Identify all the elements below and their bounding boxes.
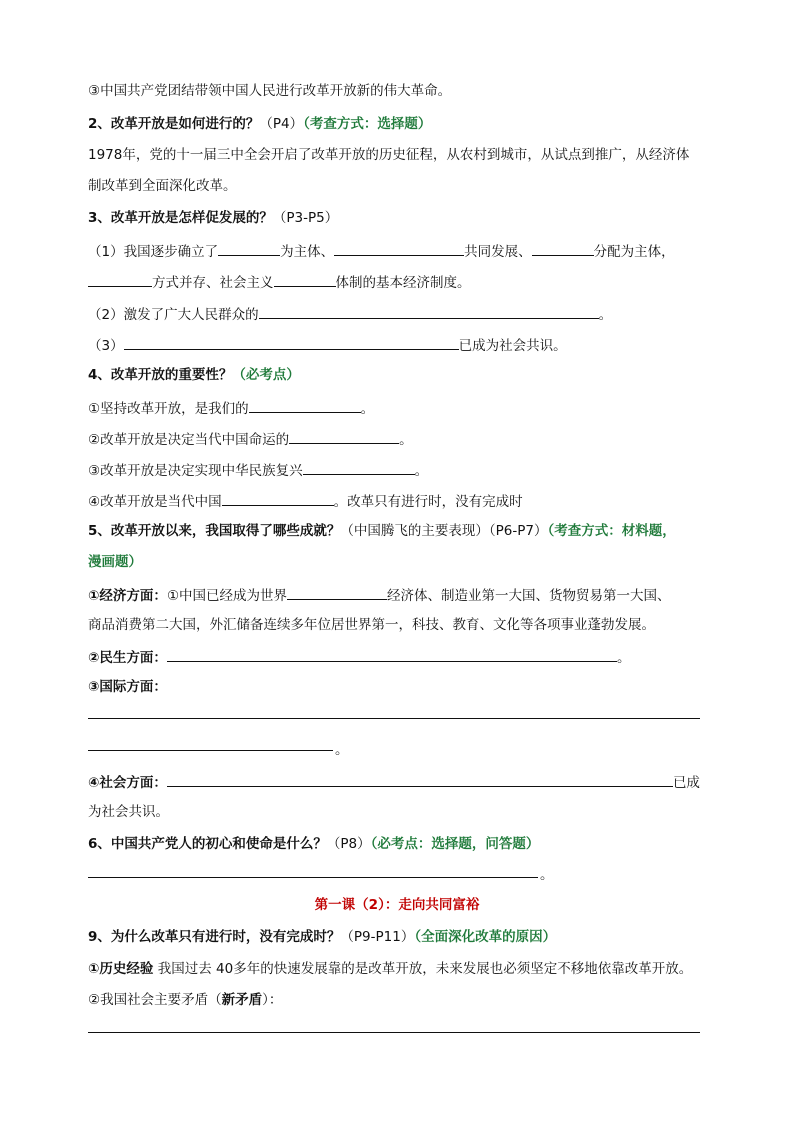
question-title: 2、改革开放是如何进行的？	[88, 116, 260, 132]
fill-line	[88, 460, 428, 480]
exam-tag: （考查方式：选择题）	[303, 116, 432, 132]
blank	[287, 585, 387, 600]
page-ref: （P3-P5）	[272, 210, 339, 226]
fill-line	[88, 647, 630, 667]
answer-rule	[88, 1032, 700, 1033]
blank	[334, 241, 464, 256]
fill-line	[88, 585, 671, 605]
fill-line	[88, 272, 471, 292]
answer-line	[88, 177, 237, 195]
label: ④社会方面：	[88, 775, 167, 791]
answer-rule	[88, 718, 700, 719]
fill-line	[88, 304, 612, 324]
answer-line	[88, 960, 692, 978]
fill-line	[88, 241, 675, 261]
question-title: 6、中国共产党人的初心和使命是什么？	[88, 836, 327, 852]
exam-tag: （全面深化改革的原因）	[414, 929, 557, 945]
text: 经济体、制造业第一大国、货物贸易第一大国、	[387, 588, 671, 604]
question-4	[88, 366, 300, 384]
text: ①中国已经成为世界	[166, 588, 288, 604]
fill-line	[88, 335, 567, 355]
question-title: 5、改革开放以来，我国取得了哪些成就？	[88, 523, 341, 539]
answer-line	[88, 803, 169, 821]
label: ①历史经验	[88, 961, 154, 977]
answer-text: 1978年，党的十一届三中全会开启了改革开放的历史征程，从农村到城市，从试点到推广，从经济体	[88, 147, 690, 163]
blank	[218, 241, 280, 256]
fill-line	[88, 491, 523, 511]
text: 。改革只有进行时，没有完成时	[333, 494, 523, 510]
text: 方式并存、社会主义	[152, 275, 274, 291]
text: 。	[399, 432, 413, 448]
text: 分配为主体，	[593, 244, 675, 260]
text: 商品消费第二大国，外汇储备连续多年位居世界第一，科技、教育、文化等各项事业蓬勃发展。	[88, 617, 655, 633]
answer-line	[88, 146, 689, 164]
blank	[274, 272, 336, 287]
text: 。	[335, 742, 349, 758]
text-line	[88, 82, 451, 100]
text: 新矛盾	[221, 992, 263, 1008]
period	[540, 866, 554, 884]
blank	[167, 772, 673, 787]
question-6	[88, 835, 539, 853]
exam-tag: 漫画题）	[88, 554, 142, 570]
section-heading	[0, 896, 794, 914]
page-ref: （P8）	[326, 836, 371, 852]
text: ②改革开放是决定当代中国命运的	[88, 432, 290, 448]
blank	[88, 272, 152, 287]
text: ）：	[262, 992, 283, 1008]
question-title: 9、为什么改革只有进行时，没有完成时？	[88, 929, 341, 945]
text: （2）激发了广大人民群众的	[88, 307, 259, 323]
page-ref: （P9-P11）	[340, 929, 415, 945]
text: 。	[598, 307, 613, 323]
period	[335, 741, 349, 759]
fill-line	[88, 678, 167, 696]
text: 为社会共识。	[88, 804, 169, 820]
blank	[259, 304, 599, 319]
text: （3）	[88, 338, 124, 354]
text: 已成	[672, 775, 700, 791]
text: 我国过去 40多年的快速发展靠的是改革开放，未来发展也必须坚定不移地依靠改革开放。	[153, 961, 693, 977]
blank	[222, 491, 334, 506]
blank	[532, 241, 594, 256]
answer-rule	[88, 750, 333, 751]
blank	[289, 429, 399, 444]
text: ①坚持改革开放，是我们的	[88, 401, 249, 417]
question-title: 3、改革开放是怎样促发展的？	[88, 210, 273, 226]
text: 已成为社会共识。	[458, 338, 567, 354]
blank	[167, 647, 617, 662]
question-title: 4、改革开放的重要性？	[88, 367, 233, 383]
label: ②民生方面：	[88, 650, 167, 666]
page-ref: （中国腾飞的主要表现）（P6-P7）	[340, 523, 548, 539]
text: 。	[360, 401, 375, 417]
answer-line	[88, 616, 655, 634]
fill-line	[88, 991, 282, 1009]
text: ②我国社会主要矛盾（	[88, 992, 222, 1008]
text: 。	[414, 463, 429, 479]
fill-line	[88, 398, 374, 418]
text: 。	[540, 867, 554, 883]
fill-line	[88, 429, 413, 449]
exam-tag: （必考点）	[232, 367, 300, 383]
fill-line	[88, 772, 700, 792]
text: 体制的基本经济制度。	[335, 275, 471, 291]
question-3	[88, 209, 338, 227]
text: ④改革开放是当代中国	[88, 494, 222, 510]
answer-text: 制改革到全面深化改革。	[88, 178, 237, 194]
text: 共同发展、	[464, 244, 532, 260]
exam-tag: （考查方式：材料题，	[547, 523, 676, 539]
blank	[124, 335, 459, 350]
exam-tag: （必考点：选择题，问答题）	[370, 836, 540, 852]
text: 。	[616, 650, 631, 666]
question-5-cont	[88, 553, 142, 571]
answer-rule	[88, 877, 538, 878]
blank	[249, 398, 361, 413]
text: （1）我国逐步确立了	[88, 244, 219, 260]
section-title: 第一课（2）：走向共同富裕	[314, 897, 480, 913]
question-9	[88, 928, 556, 946]
question-5	[88, 522, 676, 540]
label: ③国际方面：	[88, 679, 167, 695]
text: 为主体、	[280, 244, 335, 260]
item-text: ③中国共产党团结带领中国人民进行改革开放新的伟大革命。	[88, 83, 452, 99]
page-ref: （P4）	[259, 116, 304, 132]
text: ③改革开放是决定实现中华民族复兴	[88, 463, 303, 479]
label: ①经济方面：	[88, 588, 167, 604]
blank	[303, 460, 415, 475]
question-2	[88, 115, 431, 133]
